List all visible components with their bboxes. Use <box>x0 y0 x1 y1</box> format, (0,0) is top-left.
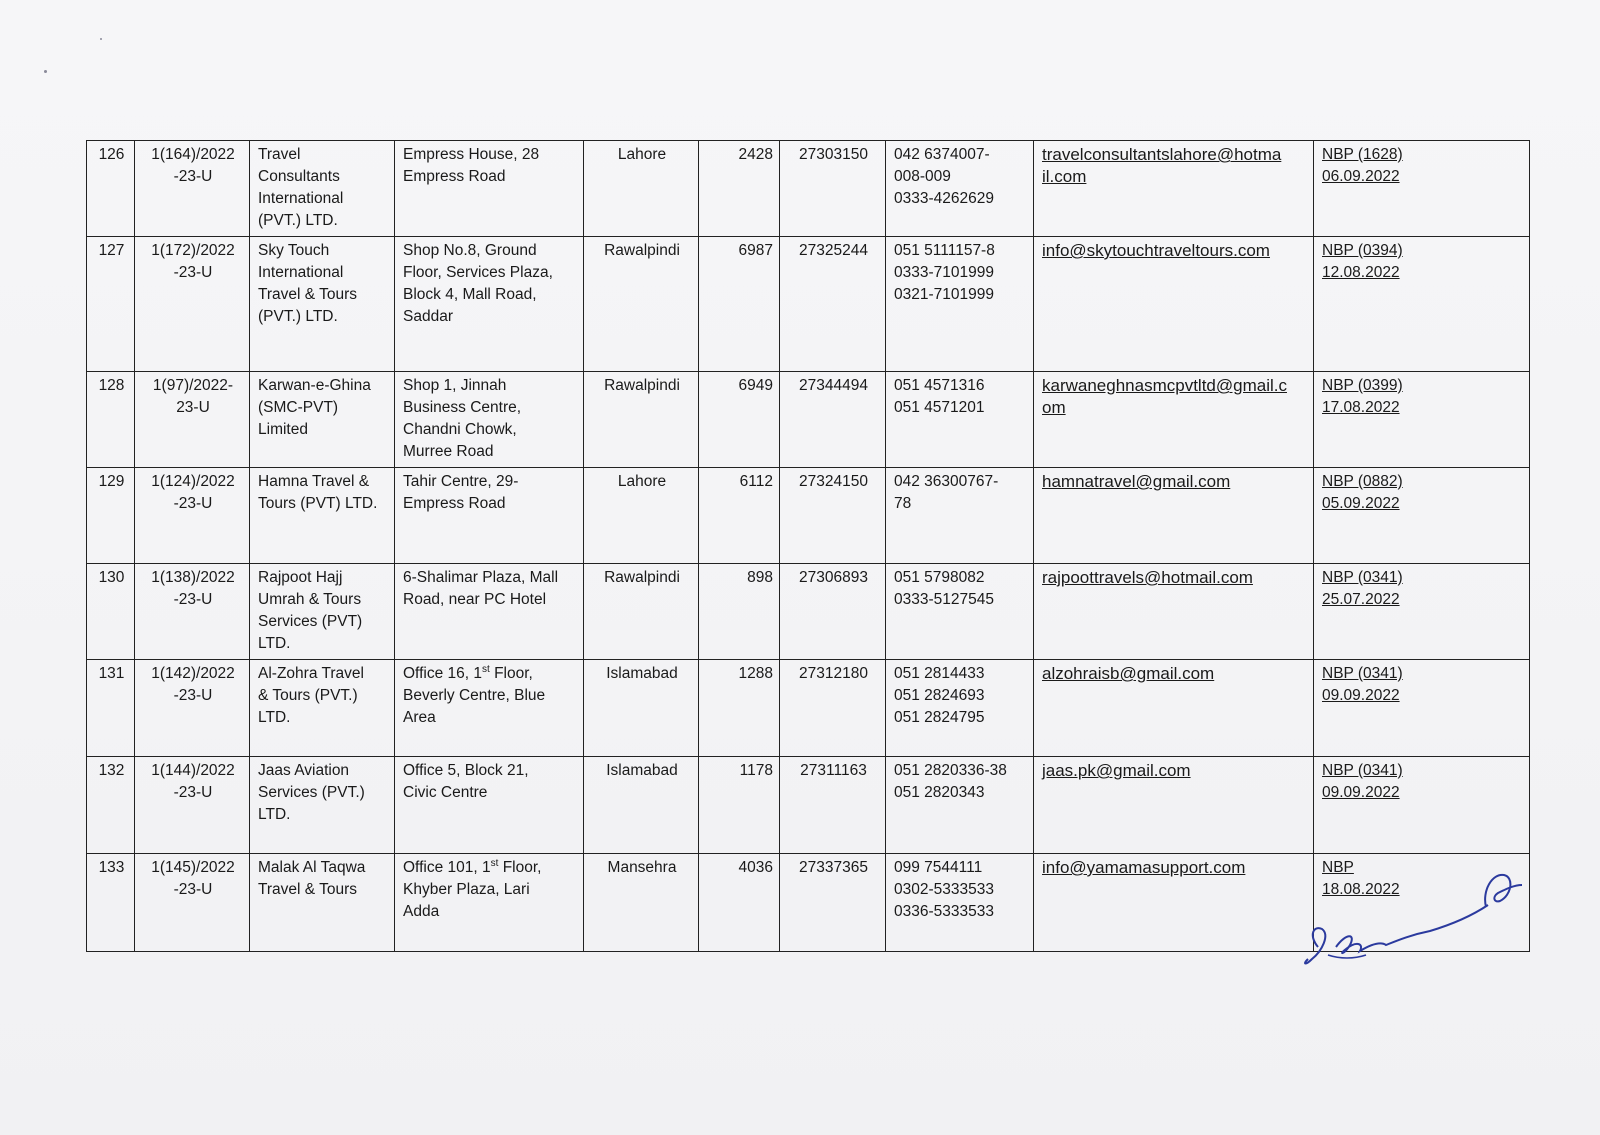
registration-number: 27344494 <box>780 372 886 468</box>
phone-numbers: 051 5111157-8 0333-7101999 0321-7101999 <box>886 237 1034 372</box>
table-row <box>87 660 1530 757</box>
city: Lahore <box>584 141 699 237</box>
registration-number: 27311163 <box>780 757 886 854</box>
city: Mansehra <box>584 854 699 952</box>
file-reference: 1(145)/2022 -23-U <box>135 854 250 952</box>
file-reference: 1(164)/2022 -23-U <box>135 141 250 237</box>
bank-deposit: NBP (1628) 06.09.2022 <box>1314 141 1530 237</box>
bank-deposit: NBP 18.08.2022 <box>1314 854 1530 952</box>
table-row <box>87 372 1530 468</box>
license-number: 1178 <box>699 757 780 854</box>
city: Rawalpindi <box>584 564 699 660</box>
agency-name: Karwan-e-Ghina (SMC-PVT) Limited <box>250 372 395 468</box>
bank-deposit: NBP (0399) 17.08.2022 <box>1314 372 1530 468</box>
phone-numbers: 051 2814433 051 2824693 051 2824795 <box>886 660 1034 757</box>
agency-address: Tahir Centre, 29- Empress Road <box>395 468 584 564</box>
table-row <box>87 564 1530 660</box>
serial-number: 126 <box>87 141 135 237</box>
phone-numbers: 042 6374007- 008-009 0333-4262629 <box>886 141 1034 237</box>
phone-numbers: 042 36300767- 78 <box>886 468 1034 564</box>
bank-deposit: NBP (0341) 09.09.2022 <box>1314 660 1530 757</box>
registration-number: 27325244 <box>780 237 886 372</box>
registration-number: 27303150 <box>780 141 886 237</box>
agency-name: Malak Al Taqwa Travel & Tours <box>250 854 395 952</box>
phone-numbers: 051 4571316 051 4571201 <box>886 372 1034 468</box>
license-number: 6949 <box>699 372 780 468</box>
file-reference: 1(142)/2022 -23-U <box>135 660 250 757</box>
agency-address: Office 5, Block 21, Civic Centre <box>395 757 584 854</box>
email-link[interactable]: travelconsultantslahore@hotma il.com <box>1034 141 1314 237</box>
bank-deposit: NBP (0394) 12.08.2022 <box>1314 237 1530 372</box>
email-link[interactable]: info@skytouchtraveltours.com <box>1034 237 1314 372</box>
license-number: 898 <box>699 564 780 660</box>
table-row <box>87 468 1530 564</box>
agency-name: Jaas Aviation Services (PVT.) LTD. <box>250 757 395 854</box>
agency-name: Hamna Travel & Tours (PVT) LTD. <box>250 468 395 564</box>
agency-address: Shop 1, Jinnah Business Centre, Chandni Chowk, Murree Road <box>395 372 584 468</box>
table-row <box>87 237 1530 372</box>
serial-number: 130 <box>87 564 135 660</box>
file-reference: 1(172)/2022 -23-U <box>135 237 250 372</box>
agency-address: Office 16, 1st Floor, Beverly Centre, Blue Area <box>395 660 584 757</box>
city: Islamabad <box>584 660 699 757</box>
phone-numbers: 099 7544111 0302-5333533 0336-5333533 <box>886 854 1034 952</box>
table-row <box>87 757 1530 854</box>
signature-stroke <box>1336 905 1488 953</box>
email-link[interactable]: info@yamamasupport.com <box>1034 854 1314 952</box>
file-reference: 1(144)/2022 -23-U <box>135 757 250 854</box>
signature-stroke <box>1328 955 1366 958</box>
email-link[interactable]: karwaneghnasmcpvtltd@gmail.c om <box>1034 372 1314 468</box>
serial-number: 133 <box>87 854 135 952</box>
city: Rawalpindi <box>584 372 699 468</box>
table-body <box>87 141 1530 952</box>
registration-number: 27324150 <box>780 468 886 564</box>
registration-number: 27312180 <box>780 660 886 757</box>
email-link[interactable]: rajpoottravels@hotmail.com <box>1034 564 1314 660</box>
city: Lahore <box>584 468 699 564</box>
city: Rawalpindi <box>584 237 699 372</box>
agency-register-table <box>86 140 1530 952</box>
agency-name: Sky Touch International Travel & Tours (PVT.) LTD. <box>250 237 395 372</box>
license-number: 2428 <box>699 141 780 237</box>
bank-deposit: NBP (0882) 05.09.2022 <box>1314 468 1530 564</box>
signature-stroke <box>1485 875 1522 907</box>
bank-deposit: NBP (0341) 09.09.2022 <box>1314 757 1530 854</box>
license-number: 4036 <box>699 854 780 952</box>
serial-number: 131 <box>87 660 135 757</box>
file-reference: 1(138)/2022 -23-U <box>135 564 250 660</box>
serial-number: 129 <box>87 468 135 564</box>
scan-speck <box>100 38 102 40</box>
table-row <box>87 141 1530 237</box>
agency-name: Al-Zohra Travel & Tours (PVT.) LTD. <box>250 660 395 757</box>
agency-name: Rajpoot Hajj Umrah & Tours Services (PVT) LTD. <box>250 564 395 660</box>
file-reference: 1(97)/2022- 23-U <box>135 372 250 468</box>
signature-stroke <box>1305 928 1325 963</box>
city: Islamabad <box>584 757 699 854</box>
serial-number: 128 <box>87 372 135 468</box>
license-number: 1288 <box>699 660 780 757</box>
scan-speck <box>44 70 47 73</box>
agency-address: Empress House, 28 Empress Road <box>395 141 584 237</box>
agency-address: Shop No.8, Ground Floor, Services Plaza, Block 4, Mall Road, Saddar <box>395 237 584 372</box>
email-link[interactable]: jaas.pk@gmail.com <box>1034 757 1314 854</box>
phone-numbers: 051 2820336-38 051 2820343 <box>886 757 1034 854</box>
serial-number: 132 <box>87 757 135 854</box>
license-number: 6112 <box>699 468 780 564</box>
file-reference: 1(124)/2022 -23-U <box>135 468 250 564</box>
agency-address: Office 101, 1st Floor, Khyber Plaza, Lari Adda <box>395 854 584 952</box>
agency-name: Travel Consultants International (PVT.) LTD. <box>250 141 395 237</box>
serial-number: 127 <box>87 237 135 372</box>
registration-number: 27306893 <box>780 564 886 660</box>
bank-deposit: NBP (0341) 25.07.2022 <box>1314 564 1530 660</box>
handwritten-signature <box>1300 855 1530 975</box>
license-number: 6987 <box>699 237 780 372</box>
registration-number: 27337365 <box>780 854 886 952</box>
agency-address: 6-Shalimar Plaza, Mall Road, near PC Hotel <box>395 564 584 660</box>
email-link[interactable]: alzohraisb@gmail.com <box>1034 660 1314 757</box>
phone-numbers: 051 5798082 0333-5127545 <box>886 564 1034 660</box>
email-link[interactable]: hamnatravel@gmail.com <box>1034 468 1314 564</box>
